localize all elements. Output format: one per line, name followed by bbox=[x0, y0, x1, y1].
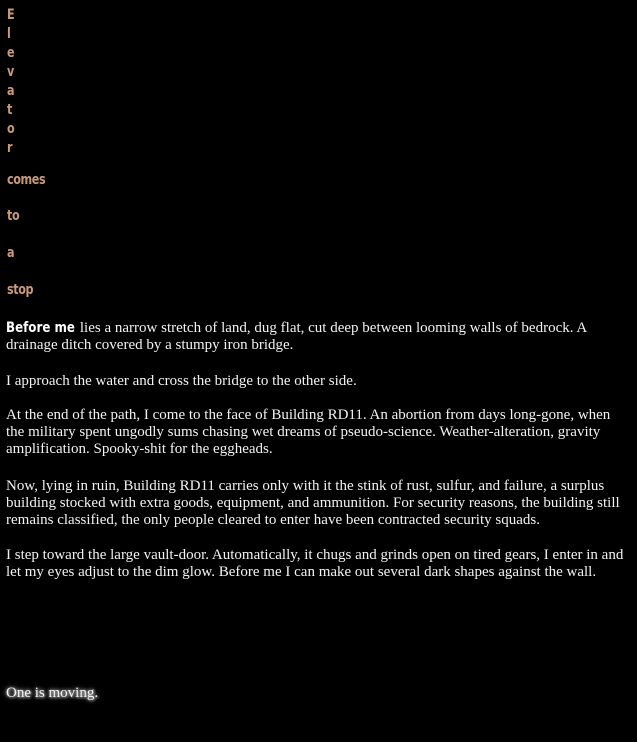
paragraph-1-text: lies a narrow stretch of land, dug flat, cut deep between looming walls of bedrock. A drainage ditch covered by a stumpy iron bridge. bbox=[6, 320, 587, 353]
paragraph-1 bbox=[6, 320, 632, 354]
title-letter: l bbox=[7, 26, 11, 42]
title-letter: r bbox=[7, 140, 13, 156]
title-word-a bbox=[7, 245, 16, 261]
title-word-stop bbox=[7, 282, 40, 298]
title-letter: E bbox=[7, 7, 15, 23]
paragraph-lead: Before me bbox=[6, 320, 75, 336]
paragraph-3: At the end of the path, I come to the face of Building RD11. An abortion from days long-gone, when the military spent ungodly sums chasing wet dreams of pseudo-science. Weather-alteration, gravity amplification. Spooky-shit for the eggheads. bbox=[6, 407, 611, 457]
title-letter: o bbox=[7, 121, 15, 137]
title-word: a bbox=[7, 245, 15, 261]
closing-line: One is moving. bbox=[6, 685, 99, 701]
title-word: to bbox=[7, 208, 20, 224]
title-word: comes bbox=[7, 172, 46, 188]
paragraph-5: I step toward the large vault-door. Automatically, it chugs and grinds open on tired gears, I enter in and let my eyes adjust to the dim glow. Before me I can make out several dark shapes against the wall. bbox=[6, 547, 624, 580]
title-word-comes bbox=[7, 172, 55, 188]
title-letter: a bbox=[7, 83, 15, 99]
title-word: stop bbox=[7, 282, 34, 298]
title-letter: t bbox=[7, 102, 12, 118]
title-word-to bbox=[7, 208, 22, 224]
title-vertical-letters bbox=[7, 6, 16, 158]
title-letter: v bbox=[7, 64, 14, 80]
paragraph-2: I approach the water and cross the bridge to the other side. bbox=[6, 373, 357, 389]
paragraph-4: Now, lying in ruin, Building RD11 carries only with it the stink of rust, sulfur, and failure, a surplus building stocked with extra goods, equipment, and ammunition. For security reasons, the building still remains classified, the only people cleared to enter have been contracted security squads. bbox=[6, 478, 620, 528]
title-letter: e bbox=[7, 45, 15, 61]
